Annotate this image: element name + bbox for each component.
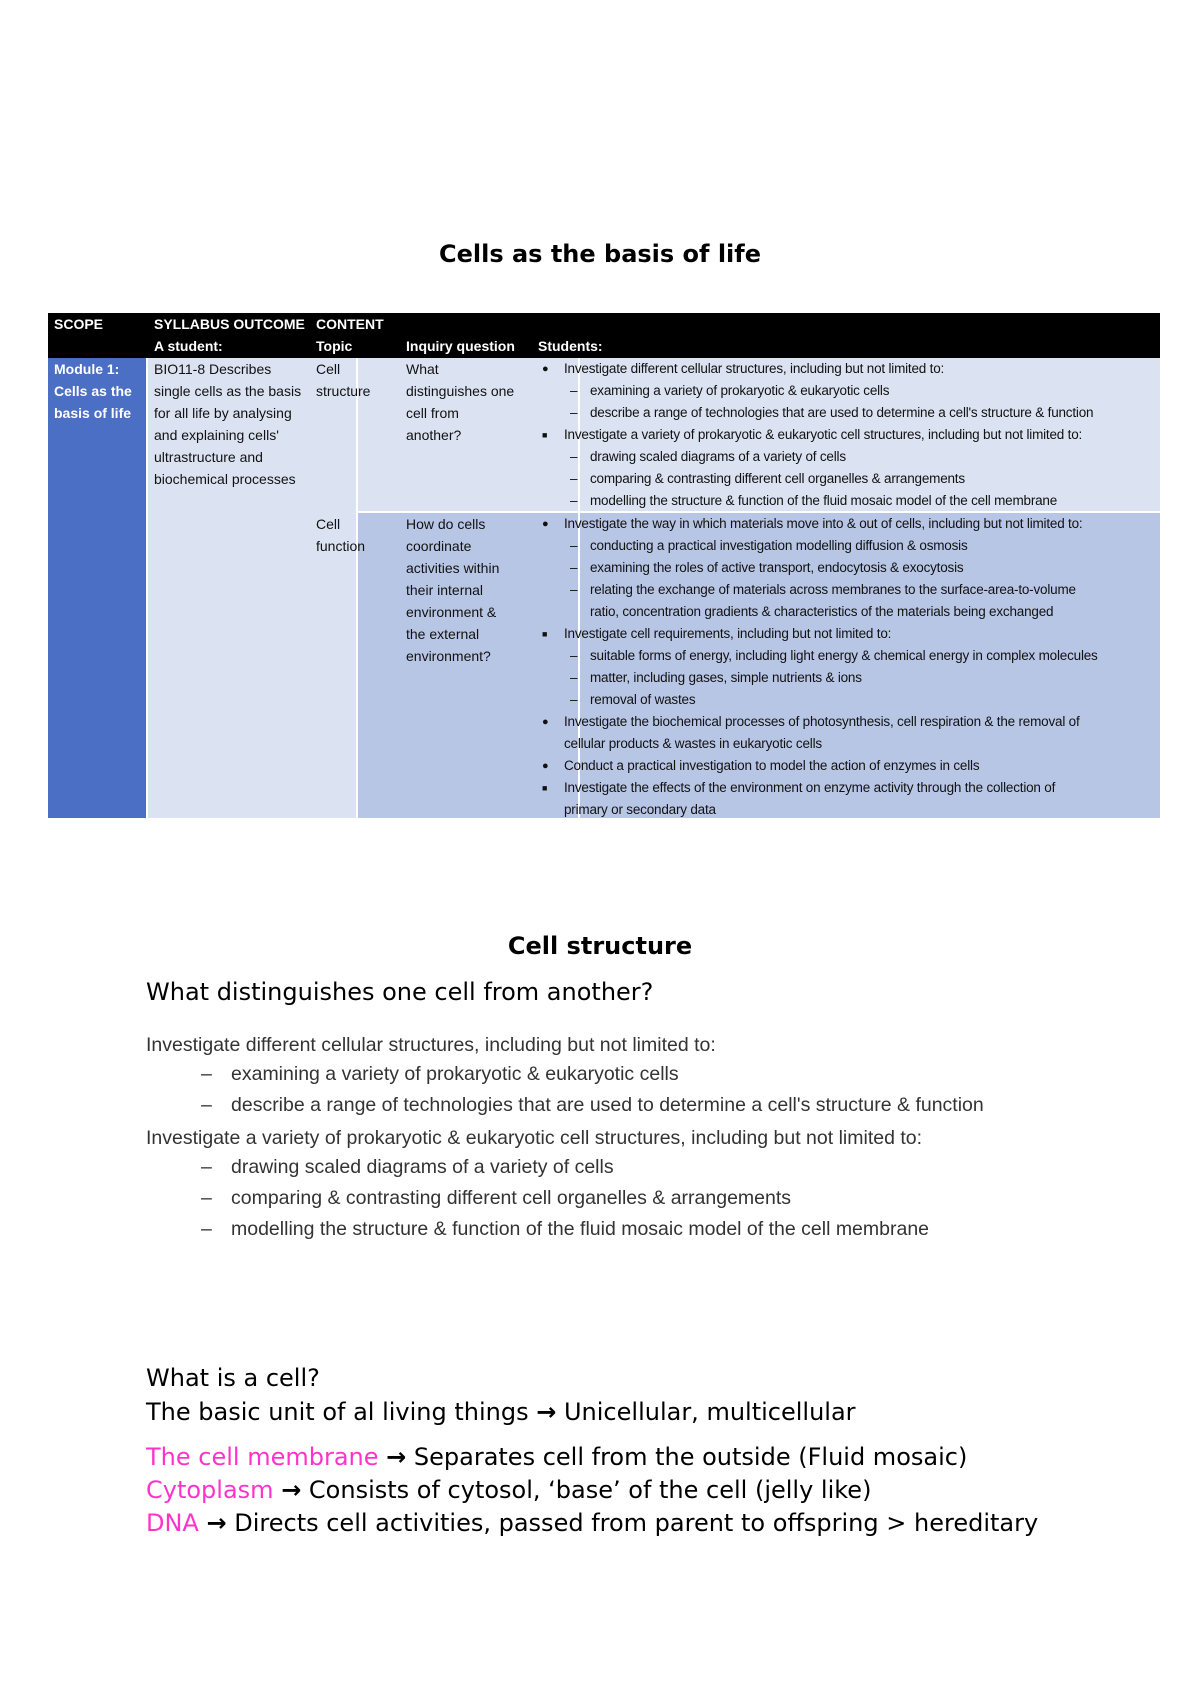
cell-answer [146,1395,856,1429]
notes-bullet: – comparing & contrasting different cell organelles & arrangements [146,1185,1046,1212]
cell-question: What is a cell? [146,1364,320,1392]
definition-term: The cell membrane [146,1443,379,1471]
definition-term: DNA [146,1509,199,1537]
list-item: ■ Investigate cell requirements, including but not limited to: [538,623,1158,645]
definition-row [146,1441,1038,1474]
list-item: – examining the roles of active transport, endocytosis & exocytosis [538,557,1158,579]
list-item: – drawing scaled diagrams of a variety of cells [538,446,1158,468]
list-item: ● Conduct a practical investigation to model the action of enzymes in cells [538,755,1158,777]
section-notes [146,1030,1046,1247]
notes-bullet: – drawing scaled diagrams of a variety of cells [146,1154,1046,1181]
section-title: Cell structure [507,932,693,960]
definition-term: Cytoplasm [146,1476,274,1504]
list-item: ratio, concentration gradients & characteristics of the materials being exchanged [590,604,1054,619]
row2-topic: Cell function [316,516,366,554]
definition-text: Consists of cytosol, ‘base’ of the cell (jelly like) [301,1476,872,1504]
notes-bullet: – modelling the structure & function of the fluid mosaic model of the cell membrane [146,1216,1046,1243]
notes-bullet: – examining a variety of prokaryotic & eukaryotic cells [146,1061,1046,1088]
list-item: primary or secondary data [564,802,716,817]
arrow-right-icon: → [206,1509,227,1537]
document-title: Cells as the basis of life [439,240,761,268]
header-a-student: A student: [154,338,223,354]
row1-inquiry: What distinguishes one cell from another? [406,361,515,443]
arrow-right-icon: → [281,1476,302,1504]
syllabus-table [48,313,1160,818]
header-scope: SCOPE [54,316,104,332]
definition-text: Directs cell activities, passed from parent to offspring > hereditary [226,1509,1039,1537]
definition-text: Separates cell from the outside (Fluid mosaic) [406,1443,968,1471]
module-label: Module 1: Cells as the basis of life [54,361,132,421]
list-item: cellular products & wastes in eukaryotic cells [564,736,822,751]
list-item: – comparing & contrasting different cell organelles & arrangements [538,468,1158,490]
arrow-right-icon: → [536,1398,557,1426]
definition-row [146,1474,1038,1507]
list-item: ■ Investigate a variety of prokaryotic & eukaryotic cell structures, including but not limited to: [538,424,1158,446]
arrow-right-icon: → [386,1443,407,1471]
list-item: – suitable forms of energy, including light energy & chemical energy in complex molecules [538,645,1158,667]
row1-student-list [538,358,1158,512]
list-item: – examining a variety of prokaryotic & eukaryotic cells [538,380,1158,402]
list-item: ● Investigate the biochemical processes of photosynthesis, cell respiration & the removal of [538,711,1158,733]
what-is-cell [146,1361,856,1429]
list-item: ■ Investigate the effects of the environment on enzyme activity through the collection of [538,777,1158,799]
row2-inquiry: How do cells coordinate activities within their internal environment & the external environment? [406,516,500,664]
notes-paragraph: Investigate a variety of prokaryotic & eukaryotic cell structures, including but not limited to: [146,1127,923,1149]
list-item: – matter, including gases, simple nutrients & ions [538,667,1158,689]
header-content: CONTENT [316,316,384,332]
cell-answer-lead: The basic unit of al living things [146,1398,537,1426]
notes-paragraph: Investigate different cellular structures, including but not limited to: [146,1034,716,1056]
notes-bullet: – describe a range of technologies that are used to determine a cell's structure & function [146,1092,1046,1119]
list-item: – modelling the structure & function of the fluid mosaic model of the cell membrane [538,490,1158,512]
row1-topic: Cell structure [316,361,371,399]
list-item: ● Investigate the way in which materials move into & out of cells, including but not limited to: [538,513,1158,535]
header-inquiry-question: Inquiry question [406,338,515,354]
section-question: What distinguishes one cell from another? [146,978,654,1006]
header-students: Students: [538,338,603,354]
definitions-list [146,1441,1038,1540]
list-item: – removal of wastes [538,689,1158,711]
header-topic: Topic [316,338,353,354]
module-cell [48,358,146,818]
cell-answer-tail: Unicellular, multicellular [556,1398,856,1426]
definition-row [146,1507,1038,1540]
syllabus-outcome-text: BIO11-8 Describes single cells as the basis for all life by analysing and explaining cells' ultrastructure and biochemical processes [154,361,302,487]
list-item: ● Investigate different cellular structures, including but not limited to: [538,358,1158,380]
list-item: – relating the exchange of materials across membranes to the surface-area-to-volume [538,579,1158,601]
row2-student-list [538,513,1158,821]
header-syllabus-outcome: SYLLABUS OUTCOME [154,316,305,332]
list-item: – describe a range of technologies that are used to determine a cell's structure & function [538,402,1158,424]
list-item: – conducting a practical investigation modelling diffusion & osmosis [538,535,1158,557]
